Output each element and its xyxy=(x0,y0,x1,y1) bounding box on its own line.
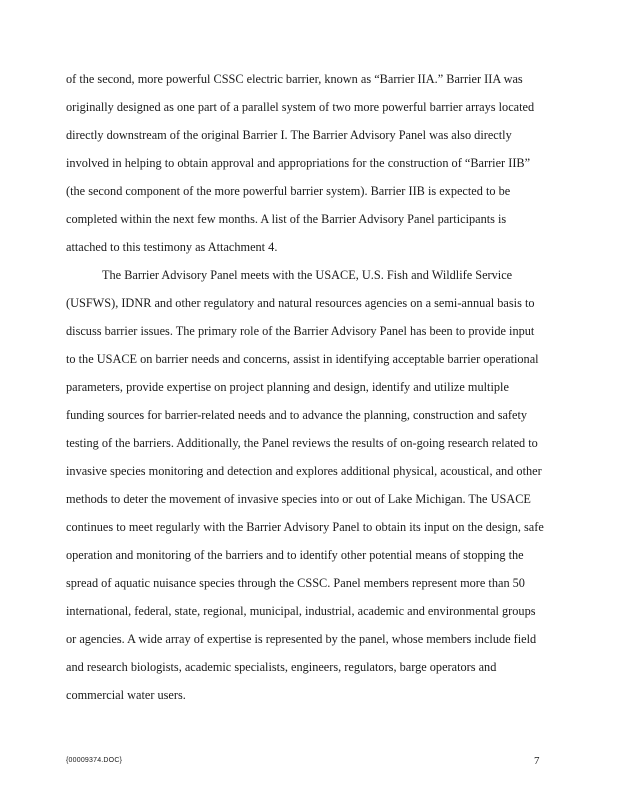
paragraph-2-line-10: continues to meet regularly with the Barrier Advisory Panel to obtain its input on the design, safe xyxy=(66,520,544,534)
paragraph-2-line-5: parameters, provide expertise on project planning and design, identify and utilize multiple xyxy=(66,380,509,394)
paragraph-2-line-11: operation and monitoring of the barriers and to identify other potential means of stopping the xyxy=(66,548,524,562)
paragraph-2-line-15: and research biologists, academic specialists, engineers, regulators, barge operators and xyxy=(66,660,497,674)
paragraph-2-line-8: invasive species monitoring and detection and explores additional physical, acoustical, and other xyxy=(66,464,542,478)
paragraph-2-line-9: methods to deter the movement of invasive species into or out of Lake Michigan. The USACE xyxy=(66,492,531,506)
paragraph-1-line-7: attached to this testimony as Attachment 4. xyxy=(66,240,278,254)
paragraph-2-line-4: to the USACE on barrier needs and concerns, assist in identifying acceptable barrier operational xyxy=(66,352,539,366)
paragraph-2-line-14: or agencies. A wide array of expertise is represented by the panel, whose members include field xyxy=(66,632,537,646)
paragraph-2-line-7: testing of the barriers. Additionally, the Panel reviews the results of on-going research related to xyxy=(66,436,538,450)
paragraph-1-line-2: originally designed as one part of a parallel system of two more powerful barrier arrays located xyxy=(66,100,535,114)
paragraph-2-line-2: (USFWS), IDNR and other regulatory and natural resources agencies on a semi-annual basis to xyxy=(66,296,535,310)
paragraph-1-line-4: involved in helping to obtain approval and appropriations for the construction of “Barrier IIB” xyxy=(66,156,531,170)
paragraph-1-line-3: directly downstream of the original Barrier I. The Barrier Advisory Panel was also directly xyxy=(66,128,512,142)
paragraph-1-line-5: (the second component of the more powerful barrier system). Barrier IIB is expected to be xyxy=(66,184,511,198)
paragraph-2-line-3: discuss barrier issues. The primary role of the Barrier Advisory Panel has been to provide input xyxy=(66,324,535,338)
paragraph-2-line-12: spread of aquatic nuisance species through the CSSC. Panel members represent more than 50 xyxy=(66,576,525,590)
paragraph-2-line-13: international, federal, state, regional, municipal, industrial, academic and environmental groups xyxy=(66,604,536,618)
paragraph-1-line-6: completed within the next few months. A list of the Barrier Advisory Panel participants is xyxy=(66,212,507,226)
document-footer-id: {00009374.DOC} xyxy=(66,757,123,764)
paragraph-2-line-16: commercial water users. xyxy=(66,688,186,702)
page-number: 7 xyxy=(534,755,540,767)
paragraph-1-line-1: of the second, more powerful CSSC electric barrier, known as “Barrier IIA.” Barrier IIA was xyxy=(66,72,523,86)
paragraph-2-line-6: funding sources for barrier-related needs and to advance the planning, construction and safety xyxy=(66,408,528,422)
paragraph-2-line-1: The Barrier Advisory Panel meets with the USACE, U.S. Fish and Wildlife Service xyxy=(102,268,513,282)
